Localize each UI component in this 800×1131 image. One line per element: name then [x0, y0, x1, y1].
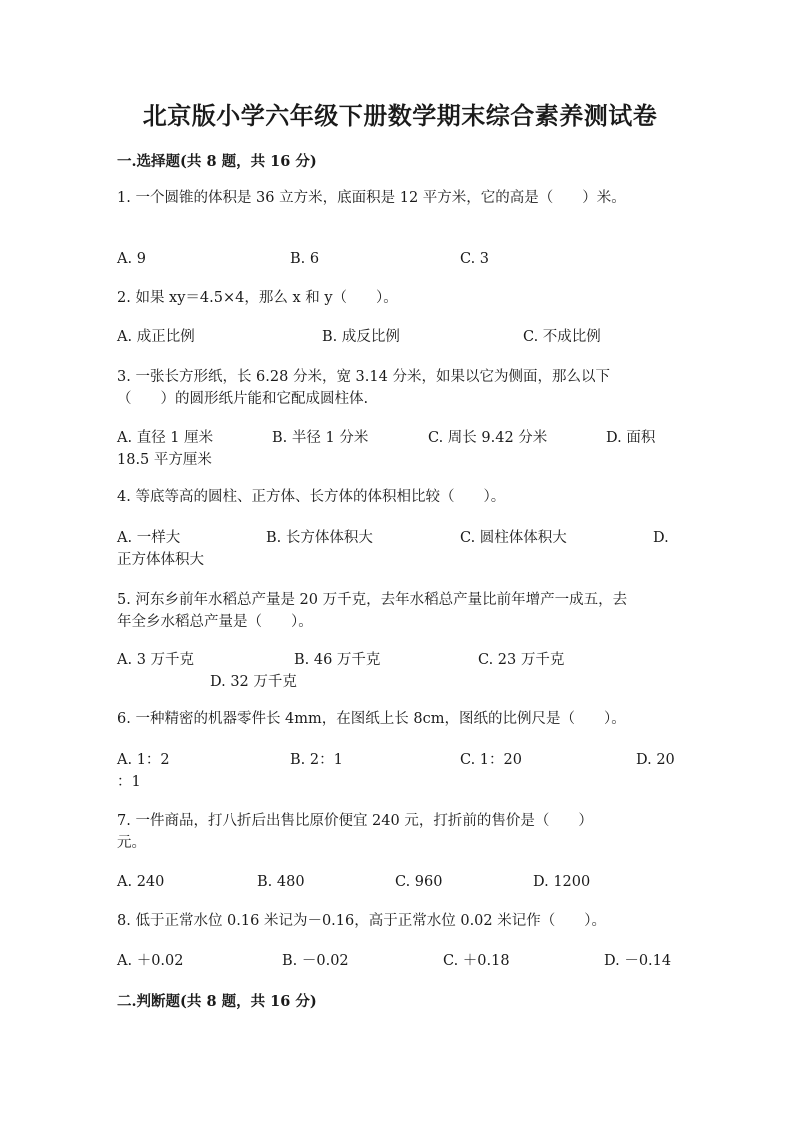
- q3-option-d-continued: 18.5 平方厘米: [117, 452, 212, 468]
- question-8: 8. 低于正常水位 0.16 米记为－0.16，高于正常水位 0.02 米记作（ ）。: [117, 913, 606, 929]
- question-4: 4. 等底等高的圆柱、正方体、长方体的体积相比较（ ）。: [117, 489, 506, 505]
- q3-option-d: D. 面积: [606, 430, 656, 446]
- q4-option-c: C. 圆柱体体积大: [460, 530, 567, 546]
- q2-option-c: C. 不成比例: [523, 329, 601, 345]
- q1-option-c: C. 3: [460, 251, 490, 267]
- q8-option-a: A. ＋0.02: [117, 953, 184, 969]
- q4-option-a: A. 一样大: [117, 530, 181, 546]
- page-title: 北京版小学六年级下册数学期末综合素养测试卷: [142, 101, 658, 130]
- q5-option-b: B. 46 万千克: [294, 652, 381, 668]
- q3-option-c: C. 周长 9.42 分米: [428, 430, 548, 446]
- q3-option-b: B. 半径 1 分米: [272, 430, 369, 446]
- q4-option-d-continued: 正方体体积大: [117, 552, 204, 568]
- q1-option-b: B. 6: [290, 251, 320, 267]
- question-5-line-1: 5. 河东乡前年水稻总产量是 20 万千克，去年水稻总产量比前年增产一成五，去: [117, 592, 628, 608]
- question-3-line-2: （ ）的圆形纸片能和它配成圆柱体.: [117, 391, 369, 407]
- question-3-line-1: 3. 一张长方形纸，长 6.28 分米，宽 3.14 分米，如果以它为侧面，那么以下: [117, 369, 610, 385]
- q6-option-a: A. 1：2: [117, 752, 170, 768]
- q7-option-b: B. 480: [257, 874, 305, 890]
- q8-option-d: D. －0.14: [604, 953, 672, 969]
- q5-option-a: A. 3 万千克: [117, 652, 195, 668]
- question-5-line-2: 年全乡水稻总产量是（ ）。: [117, 614, 313, 630]
- q1-option-a: A. 9: [117, 251, 146, 267]
- question-7-line-2: 元。: [117, 835, 146, 851]
- q3-option-a: A. 直径 1 厘米: [117, 430, 214, 446]
- q5-option-c: C. 23 万千克: [478, 652, 565, 668]
- q6-option-b: B. 2：1: [290, 752, 343, 768]
- q4-option-d: D.: [653, 530, 669, 546]
- q2-option-a: A. 成正比例: [117, 329, 195, 345]
- q8-option-c: C. ＋0.18: [443, 953, 510, 969]
- q6-option-c: C. 1：20: [460, 752, 522, 768]
- q6-option-d-continued: ：1: [117, 774, 141, 790]
- section-heading-choice: 一.选择题(共 8 题，共 16 分): [117, 153, 317, 170]
- q7-option-c: C. 960: [395, 874, 443, 890]
- question-2: 2. 如果 xy＝4.5×4，那么 x 和 y（ ）。: [117, 290, 398, 306]
- q5-option-d: D. 32 万千克: [210, 674, 297, 690]
- question-7-line-1: 7. 一件商品，打八折后出售比原价便宜 240 元，打折前的售价是（ ）: [117, 813, 593, 829]
- question-1: 1. 一个圆锥的体积是 36 立方米，底面积是 12 平方米，它的高是（ ）米。: [117, 190, 626, 206]
- q7-option-a: A. 240: [117, 874, 165, 890]
- q2-option-b: B. 成反比例: [322, 329, 400, 345]
- q6-option-d: D. 20: [636, 752, 675, 768]
- q4-option-b: B. 长方体体积大: [266, 530, 373, 546]
- question-6: 6. 一种精密的机器零件长 4mm，在图纸上长 8cm，图纸的比例尺是（ ）。: [117, 711, 626, 727]
- section-heading-judgement: 二.判断题(共 8 题，共 16 分): [117, 993, 317, 1010]
- q8-option-b: B. －0.02: [282, 953, 349, 969]
- q7-option-d: D. 1200: [533, 874, 591, 890]
